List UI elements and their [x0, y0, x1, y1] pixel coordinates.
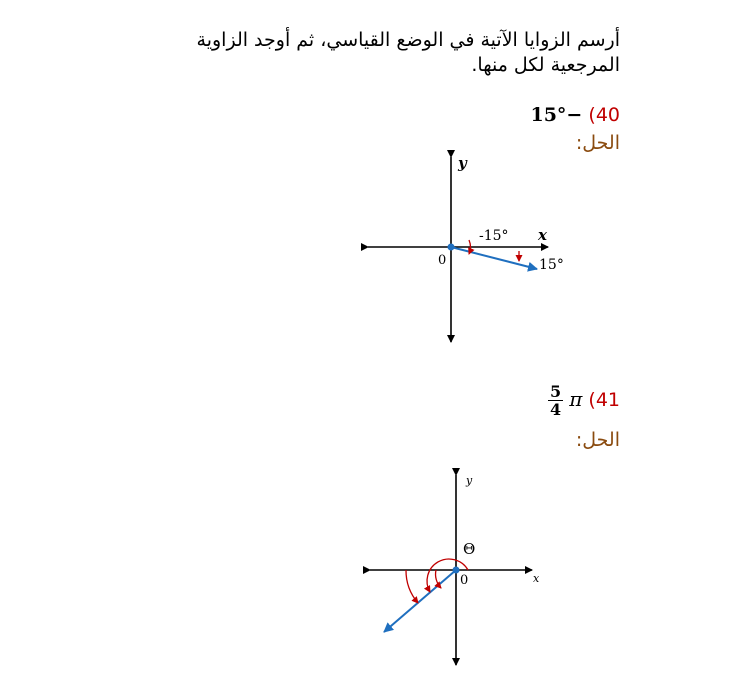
x-axis-label: x [533, 572, 540, 585]
angle-arc-inner [436, 570, 441, 588]
theta-label: Θ [463, 540, 476, 558]
angle-arc-outer [406, 570, 418, 603]
instructions-text: أرسم الزوايا الآتية في الوضع القياسي، ثم أوجد الزاوية المرجعية لكل منها. [196, 29, 620, 76]
origin-label: 0 [460, 573, 469, 588]
coordinate-graph-41 [370, 474, 540, 665]
fraction-numerator: 5 [550, 382, 562, 401]
y-axis-label: y [466, 474, 473, 487]
coordinate-graph-40 [368, 154, 564, 342]
y-axis-label: y [458, 154, 467, 172]
angle-label: -15° [479, 228, 509, 244]
reference-angle-label: 15° [539, 257, 564, 273]
solution-label: الحل: [575, 132, 620, 154]
question-number: 41) [588, 389, 620, 411]
solution-label: الحل: [575, 429, 620, 451]
origin-point [448, 244, 455, 251]
fraction-denominator: 4 [550, 400, 562, 419]
origin-label: 0 [438, 253, 447, 268]
angle-expression: −15° [530, 104, 583, 126]
terminal-ray [451, 247, 537, 269]
x-axis-label: x [538, 226, 547, 244]
origin-point [453, 567, 460, 574]
question-number: 40) [588, 104, 620, 126]
pi-symbol: π [569, 387, 583, 411]
terminal-ray [384, 570, 456, 632]
